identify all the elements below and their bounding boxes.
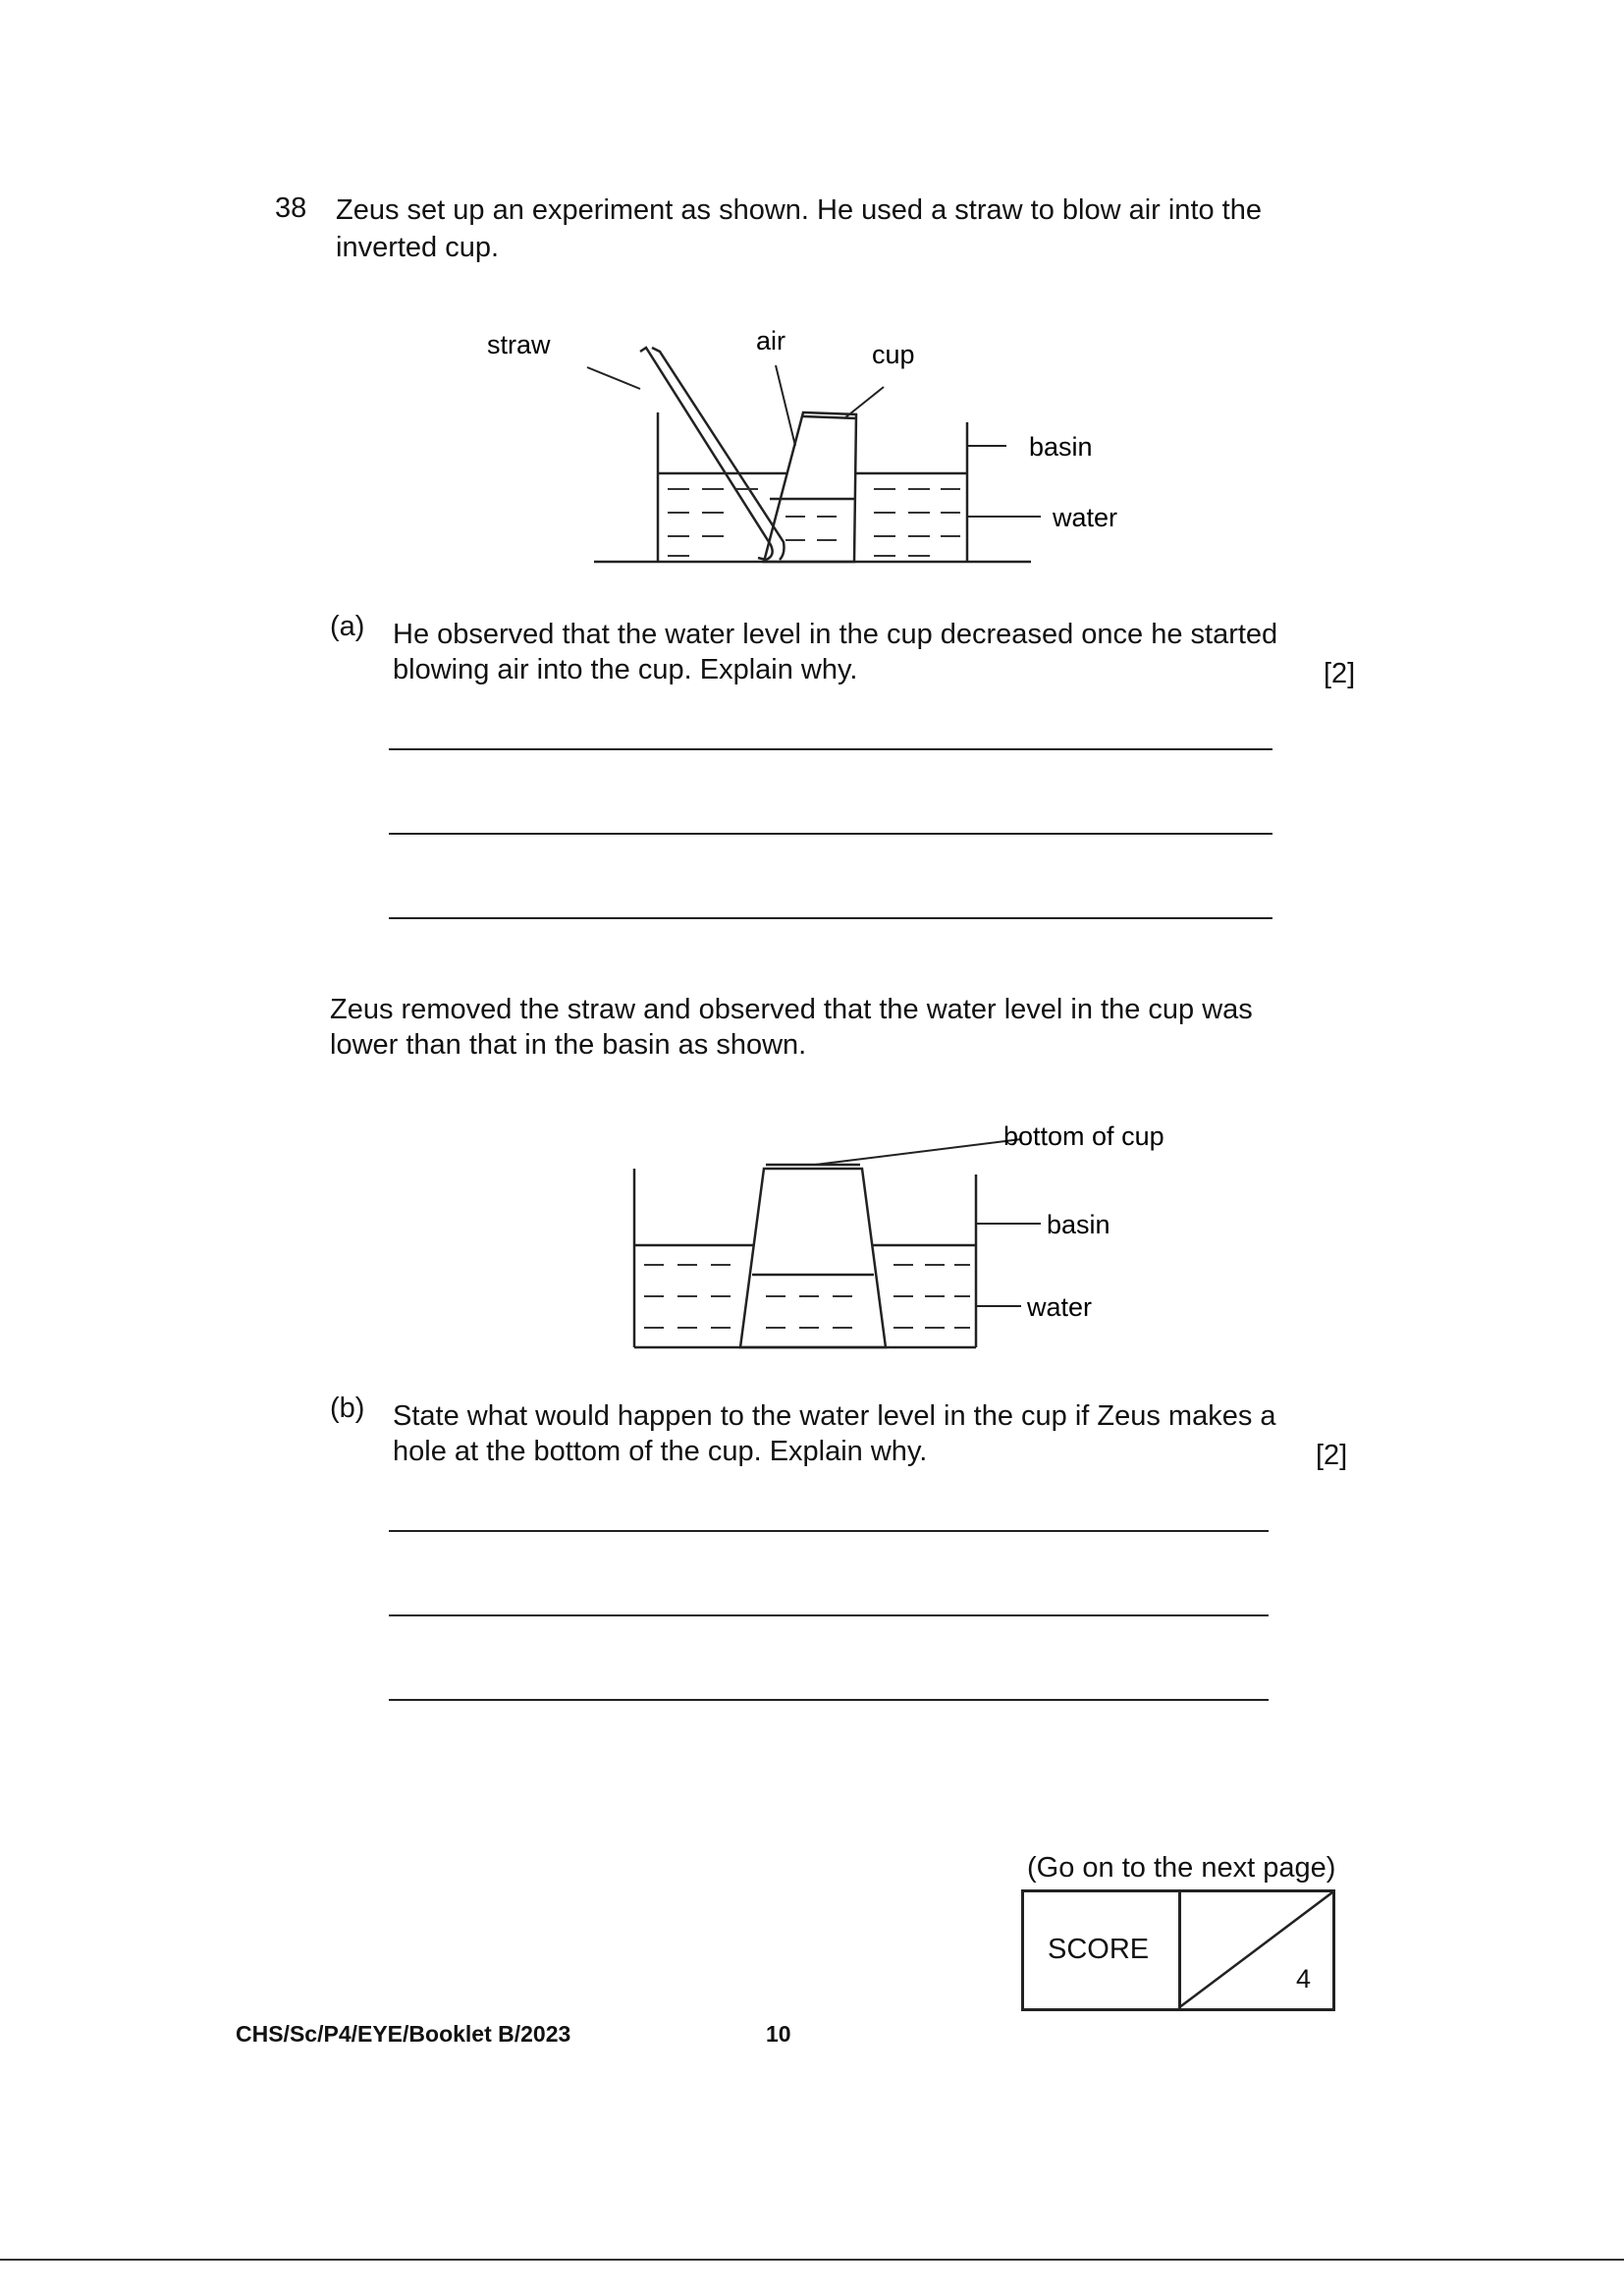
page-number: 10 xyxy=(766,2021,791,2047)
label-water: water xyxy=(1053,503,1118,532)
label-basin-2: basin xyxy=(1047,1210,1110,1239)
answer-line-b-2[interactable] xyxy=(389,1614,1269,1616)
question-intro-line-1: Zeus set up an experiment as shown. He used a straw to blow air into the xyxy=(336,194,1262,226)
part-b-label: (b) xyxy=(330,1393,365,1424)
part-a-label: (a) xyxy=(330,611,365,642)
part-b-line-1: State what would happen to the water level in the cup if Zeus makes a xyxy=(393,1400,1276,1432)
label-air: air xyxy=(756,326,786,355)
footer-code: CHS/Sc/P4/EYE/Booklet B/2023 xyxy=(236,2021,571,2047)
part-a-line-1: He observed that the water level in the cup decreased once he started xyxy=(393,619,1278,650)
middle-text-line-1: Zeus removed the straw and observed that the water level in the cup was xyxy=(330,994,1253,1025)
part-a-marks: [2] xyxy=(1324,658,1356,689)
label-straw: straw xyxy=(487,330,551,359)
answer-line-b-1[interactable] xyxy=(389,1530,1269,1532)
label-water-2: water xyxy=(1027,1292,1093,1322)
score-label: SCORE xyxy=(1048,1934,1150,1965)
answer-line-a-1[interactable] xyxy=(389,748,1272,750)
go-on-text: (Go on to the next page) xyxy=(1027,1852,1336,1884)
answer-line-b-3[interactable] xyxy=(389,1699,1269,1701)
score-box xyxy=(1021,1889,1335,2011)
score-label-cell xyxy=(1024,1892,1181,2008)
experiment-diagram-straw xyxy=(471,324,1159,589)
question-intro-line-2: inverted cup. xyxy=(336,232,500,263)
bottom-rule xyxy=(0,2259,1624,2261)
answer-line-a-3[interactable] xyxy=(389,917,1272,919)
part-b-line-2: hole at the bottom of the cup. Explain why. xyxy=(393,1436,928,1467)
label-basin: basin xyxy=(1029,432,1093,462)
label-bottom-of-cup: bottom of cup xyxy=(1003,1121,1164,1151)
label-cup: cup xyxy=(872,340,915,369)
middle-text-line-2: lower than that in the basin as shown. xyxy=(330,1029,807,1061)
question-number: 38 xyxy=(275,192,307,224)
experiment-diagram-cup xyxy=(609,1110,1218,1365)
score-value: 4 xyxy=(1295,1964,1311,1994)
part-b-marks: [2] xyxy=(1316,1440,1348,1471)
answer-line-a-2[interactable] xyxy=(389,833,1272,835)
part-a-line-2: blowing air into the cup. Explain why. xyxy=(393,654,858,685)
